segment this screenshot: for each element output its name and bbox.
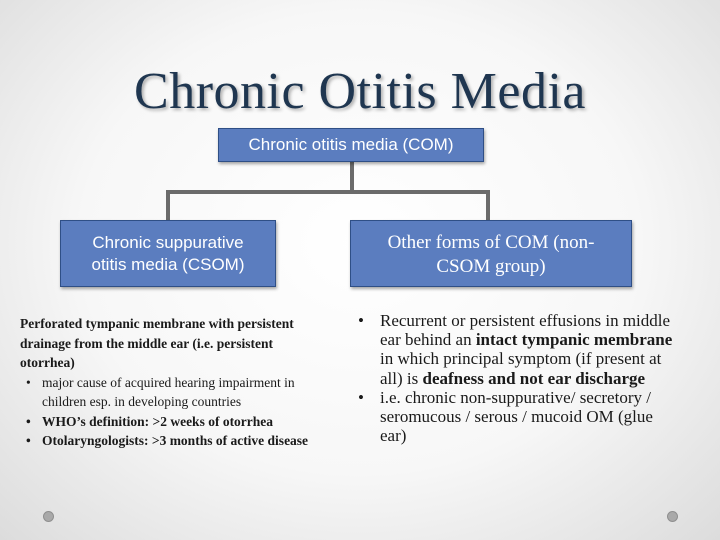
csom-bullet-hearing: • major cause of acquired hearing impairment in children esp. in developing countries bbox=[20, 373, 320, 412]
root-node-com: Chronic otitis media (COM) bbox=[218, 128, 484, 162]
non-csom-bullet-effusion bbox=[352, 311, 682, 388]
non-csom-bullet-types: • i.e. chronic non-suppurative/ secretory / seromucous / serous / mucoid OM (glue ear) bbox=[352, 388, 682, 446]
effusion-text-2: in which principal symptom (if present at all) is bbox=[380, 349, 662, 388]
node-csom bbox=[60, 220, 276, 287]
node-non-csom-line2: CSOM group) bbox=[436, 256, 546, 277]
csom-bullet-who: • WHO’s definition: >2 weeks of otorrhea bbox=[20, 412, 320, 432]
csom-definition: Perforated tympanic membrane with persistent drainage from the middle ear (i.e. persistent otorrhea) bbox=[20, 316, 294, 370]
effusion-bold-intact: intact tympanic membrane bbox=[475, 330, 673, 350]
csom-description bbox=[20, 314, 320, 451]
effusion-bold-deafness: deafness and not ear discharge bbox=[422, 368, 646, 388]
node-csom-line1: Chronic suppurative bbox=[92, 233, 244, 252]
effusion-text-1: Recurrent or persistent effusions in middle ear behind an bbox=[380, 311, 671, 350]
node-non-csom bbox=[350, 220, 632, 287]
non-csom-bullet-list bbox=[352, 311, 682, 445]
node-non-csom-line1: Other forms of COM (non- bbox=[387, 232, 595, 253]
non-csom-description bbox=[352, 311, 682, 445]
node-csom-line2: otitis media (CSOM) bbox=[91, 255, 245, 274]
slide-title: Chronic Otitis Media bbox=[134, 63, 586, 120]
decorative-dot-left bbox=[43, 511, 54, 522]
decorative-dot-right bbox=[667, 511, 678, 522]
csom-bullet-list bbox=[20, 373, 320, 451]
csom-bullet-otolaryngologists: • Otolaryngologists: >3 months of active disease bbox=[20, 431, 320, 451]
